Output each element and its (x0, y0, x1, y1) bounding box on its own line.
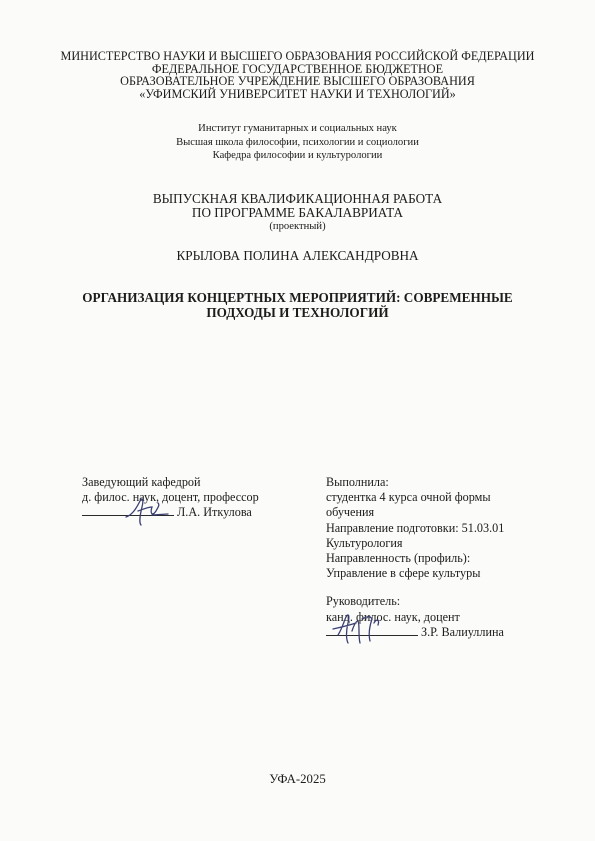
head-of-department-block (82, 475, 317, 521)
work-type (0, 192, 595, 234)
author-name: КРЫЛОВА ПОЛИНА АЛЕКСАНДРОВНА (176, 248, 419, 263)
thesis-topic (0, 291, 595, 320)
student-direction-name: Культурология (326, 535, 403, 550)
student-and-supervisor-block (326, 475, 556, 640)
head-title: Заведующий кафедрой (82, 475, 201, 489)
supervisor-signature-row (326, 625, 556, 640)
work-type-note: (проектный) (269, 221, 326, 232)
head-name: Л.А. Иткулова (177, 505, 252, 520)
student-course: студентка 4 курса очной формы (326, 490, 491, 505)
header-line: ФЕДЕРАЛЬНОЕ ГОСУДАРСТВЕННОЕ БЮДЖЕТНОЕ (151, 61, 444, 76)
head-degree: д. филос. наук, доцент, профессор (82, 490, 259, 505)
topic-line: ПОДХОДЫ И ТЕХНОЛОГИЙ (206, 304, 389, 320)
department-line: Кафедра философии и культурологии (212, 150, 383, 161)
student-profile-label: Направленность (профиль): (326, 551, 471, 566)
student-course-cont: обучения (326, 505, 375, 520)
student-label: Выполнила: (326, 475, 389, 489)
header-line: МИНИСТЕРСТВО НАУКИ И ВЫСШЕГО ОБРАЗОВАНИЯ РОССИЙСКОЙ ФЕДЕРАЦИИ (60, 49, 535, 63)
student-direction: Направление подготовки: 51.03.01 (326, 520, 505, 535)
work-type-line: ВЫПУСКНАЯ КВАЛИФИКАЦИОННАЯ РАБОТА (152, 191, 443, 206)
ministry-header (0, 50, 595, 100)
signature-line (326, 625, 418, 636)
school-line: Высшая школа философии, психологии и социологии (176, 136, 419, 148)
city-year: УФА-2025 (269, 772, 326, 786)
work-type-line: ПО ПРОГРАММЕ БАКАЛАВРИАТА (191, 205, 404, 220)
institute-info (0, 122, 595, 163)
header-line: «УФИМСКИЙ УНИВЕРСИТЕТ НАУКИ И ТЕХНОЛОГИЙ» (139, 86, 456, 101)
institute-line: Институт гуманитарных и социальных наук (198, 123, 397, 134)
supervisor-degree: канд. филос. наук, доцент (326, 609, 460, 624)
supervisor-label: Руководитель: (326, 594, 401, 609)
head-signature-row (82, 505, 317, 520)
topic-line: ОРГАНИЗАЦИЯ КОНЦЕРТНЫХ МЕРОПРИЯТИЙ: СОВРЕМЕННЫЕ (82, 290, 513, 305)
student-profile: Управление в сфере культуры (326, 566, 481, 581)
supervisor-name: З.Р. Валиуллина (421, 624, 504, 639)
header-line: ОБРАЗОВАТЕЛЬНОЕ УЧРЕЖДЕНИЕ ВЫСШЕГО ОБРАЗОВАНИЯ (120, 74, 475, 89)
signature-line (82, 505, 174, 516)
